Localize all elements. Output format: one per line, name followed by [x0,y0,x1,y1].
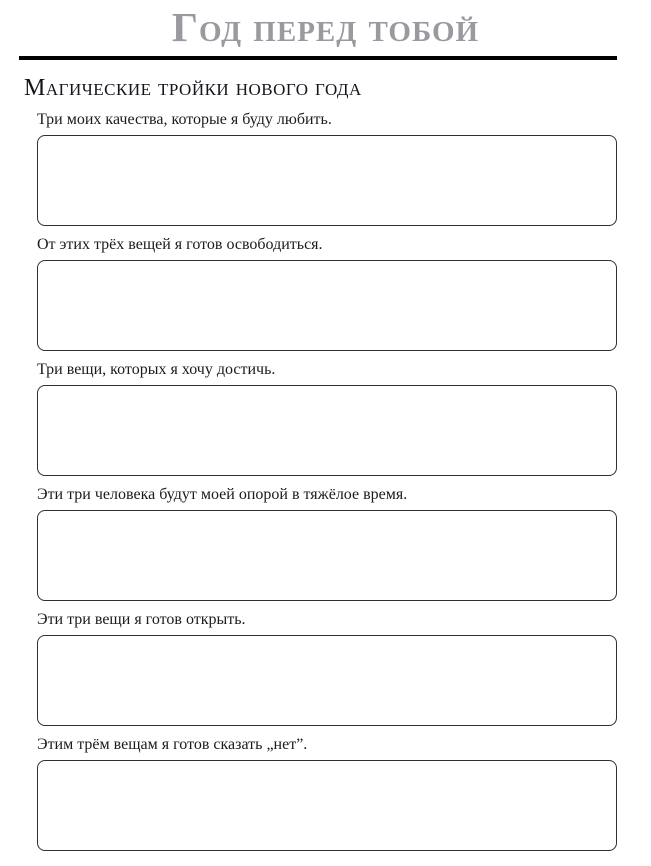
answer-box-4[interactable] [37,510,617,601]
prompt-label-5: Эти три вещи я готов открыть. [37,611,246,628]
title-divider [19,56,617,60]
prompt-label-2: От этих трёх вещей я готов освободиться. [37,236,323,253]
answer-box-2[interactable] [37,260,617,351]
worksheet-page [0,2,651,851]
prompt-label-6: Этим трём вещам я готов сказать „нет”. [37,736,308,753]
prompt-section-6 [37,735,651,851]
prompt-label-3: Три вещи, которых я хочу достичь. [37,361,276,378]
page-title: Год перед тобой [171,4,480,50]
prompt-section-1 [37,110,651,226]
answer-box-5[interactable] [37,635,617,726]
prompt-section-2 [37,235,651,351]
section-heading: Магические тройки нового года [24,75,362,101]
prompt-label-4: Эти три человека будут моей опорой в тяжёлое время. [37,486,408,503]
prompt-section-4 [37,485,651,601]
prompt-label-1: Три моих качества, которые я буду любить. [37,111,332,128]
prompt-section-3 [37,360,651,476]
answer-box-6[interactable] [37,760,617,851]
answer-box-3[interactable] [37,385,617,476]
answer-box-1[interactable] [37,135,617,226]
prompt-section-5 [37,610,651,726]
